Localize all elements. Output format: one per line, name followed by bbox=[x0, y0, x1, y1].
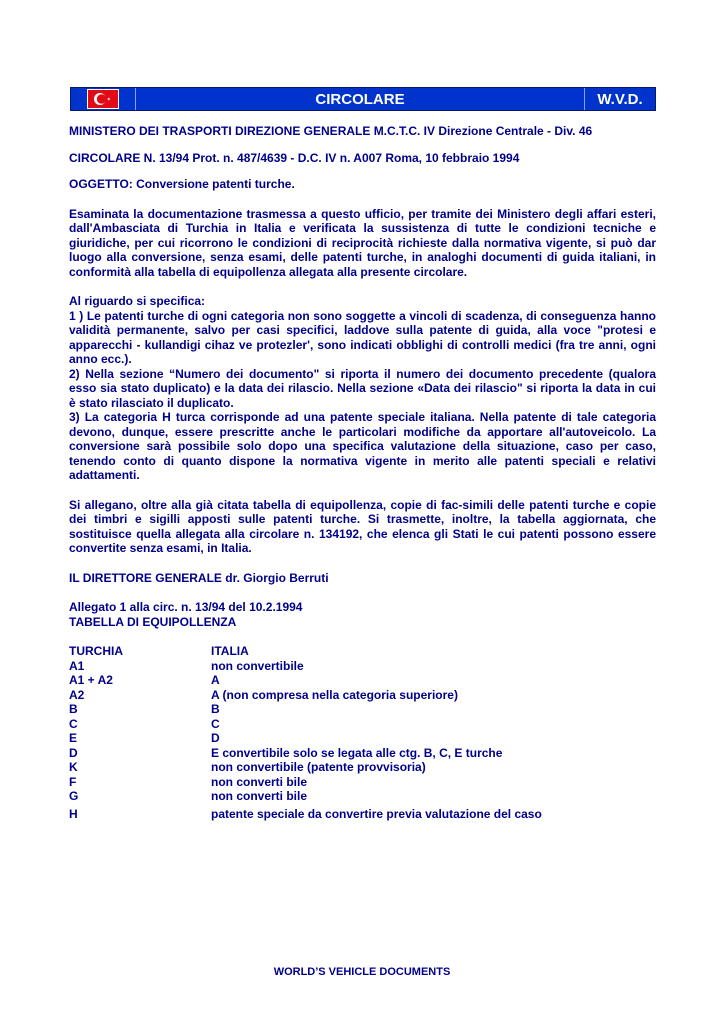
turkish-category: D bbox=[69, 745, 78, 760]
table-row bbox=[69, 807, 656, 822]
oggetto-line: OGGETTO: Conversione patenti turche. bbox=[69, 177, 295, 191]
column-header-italia: ITALIA bbox=[211, 644, 249, 658]
table-row bbox=[69, 702, 656, 717]
italian-equivalent: non converti bile bbox=[211, 789, 308, 803]
specifica-heading: Al riguardo si specifica: bbox=[69, 294, 206, 308]
table-row bbox=[69, 717, 656, 732]
table-row bbox=[69, 746, 656, 761]
allegato-line: Allegato 1 alla circ. n. 13/94 del 10.2.1994 bbox=[69, 600, 303, 614]
turkey-flag-icon bbox=[87, 89, 119, 109]
header-bar bbox=[70, 87, 656, 111]
circolare-reference: CIRCOLARE N. 13/94 Prot. n. 487/4639 - D.C. IV n. A007 Roma, 10 febbraio 1994 bbox=[69, 150, 520, 165]
turkish-category: A1 + A2 bbox=[69, 673, 113, 687]
turkish-category: H bbox=[69, 806, 78, 821]
turkish-category: F bbox=[69, 774, 77, 789]
turkish-category: C bbox=[69, 716, 78, 731]
table-row bbox=[69, 760, 656, 775]
italian-equivalent: E convertibile solo se legata alle ctg. B, C, E turche bbox=[211, 745, 503, 760]
italian-equivalent: A bbox=[211, 673, 220, 687]
italian-equivalent: C bbox=[211, 716, 220, 731]
italian-equivalent: D bbox=[211, 731, 220, 745]
table-row bbox=[69, 731, 656, 746]
page-footer: WORLD’S VEHICLE DOCUMENTS bbox=[273, 966, 451, 978]
turkish-category: G bbox=[69, 789, 79, 803]
turkish-category: K bbox=[69, 760, 78, 774]
turkish-category: A1 bbox=[69, 658, 85, 673]
italian-equivalent: patente speciale da convertire previa valutazione del caso bbox=[211, 806, 542, 821]
signature-line: IL DIRETTORE GENERALE dr. Giorgio Berruti bbox=[69, 570, 329, 585]
header-code: W.V.D. bbox=[597, 90, 643, 108]
ministry-line: MINISTERO DEI TRASPORTI DIREZIONE GENERALE M.C.T.C. IV Direzione Centrale - Div. 46 bbox=[69, 124, 593, 138]
italian-equivalent: non convertibile (patente provvisoria) bbox=[211, 760, 426, 774]
point-1: 1 ) Le patenti turche di ogni categoria non sono soggette a vincoli di scadenza, di conseguenza hanno validità permanente, salvo per casi specifici, laddove sulla patente di guida, alla voce "protesi e apparecchi - kullandigi cihaz ve protezler', sono indicati obblighi di controlli medici (fra tre anni, ogni anno ecc.). bbox=[69, 308, 656, 366]
header-title: CIRCOLARE bbox=[136, 88, 585, 110]
turkish-category: E bbox=[69, 731, 78, 745]
table-row bbox=[69, 659, 656, 674]
turkish-category: A2 bbox=[69, 687, 85, 702]
table-row bbox=[69, 688, 656, 703]
table-row bbox=[69, 789, 656, 804]
column-header-turchia: TURCHIA bbox=[69, 644, 123, 658]
document-body bbox=[69, 124, 656, 821]
point-2: 2) Nella sezione “Numero dei documento" si riporta il numero dei documento precedente (qualora esso sia stato duplicato) e la data dei rilascio. Nella sezione «Data dei rilascio" si riporta la data in cui è stato rilasciato il duplicato. bbox=[69, 366, 656, 410]
italian-equivalent: non convertibile bbox=[211, 658, 304, 673]
italian-equivalent: B bbox=[211, 702, 220, 716]
italian-equivalent: A (non compresa nella categoria superiore) bbox=[211, 687, 458, 702]
table-row bbox=[69, 775, 656, 790]
point-3: 3) La categoria H turca corrisponde ad una patente speciale italiana. Nella patente di tale categoria devono, dunque, essere prescritte anche le particolari modifiche da apportare all'autoveicolo. La conversione sarà possibile solo dopo una specifica valutazione della situazione, caso per caso, tenendo conto di quanto dispone la normativa vigente in merito alle patenti speciali e relativi adattamenti. bbox=[69, 410, 656, 482]
table-row bbox=[69, 673, 656, 688]
equipollenza-table bbox=[69, 644, 656, 821]
tabella-title: TABELLA DI EQUIPOLLENZA bbox=[69, 614, 237, 629]
turkish-category: B bbox=[69, 702, 78, 716]
flag-cell bbox=[71, 88, 136, 110]
intro-paragraph: Esaminata la documentazione trasmessa a questo ufficio, per tramite dei Ministero degli affari esteri, dall'Ambasciata di Turchia in Italia e verificata la sussistenza di tutte le condizioni tecniche e giuridiche, per cui ricorrono le condizioni di reciprocità richieste dalla normativa vigente, si può dar luogo alla conversione, senza esami, delle patenti turche, in analoghi documenti di guida italiani, in conformità alla tabella di equipollenza allegata alla presente circolare. bbox=[69, 206, 656, 279]
italian-equivalent: non converti bile bbox=[211, 774, 308, 789]
allegano-paragraph: Si allegano, oltre alla già citata tabella di equipollenza, copie di fac-simili delle patenti turche e copie dei timbri e sigilli apposti sulle patenti turche. Si trasmette, inoltre, la tabella aggiornata, che sostituisce quella allegata alla circolare n. 134192, che elenca gli Stati le cui patenti possono essere convertite senza esami, in Italia. bbox=[69, 497, 656, 555]
table-header-row bbox=[69, 644, 656, 659]
